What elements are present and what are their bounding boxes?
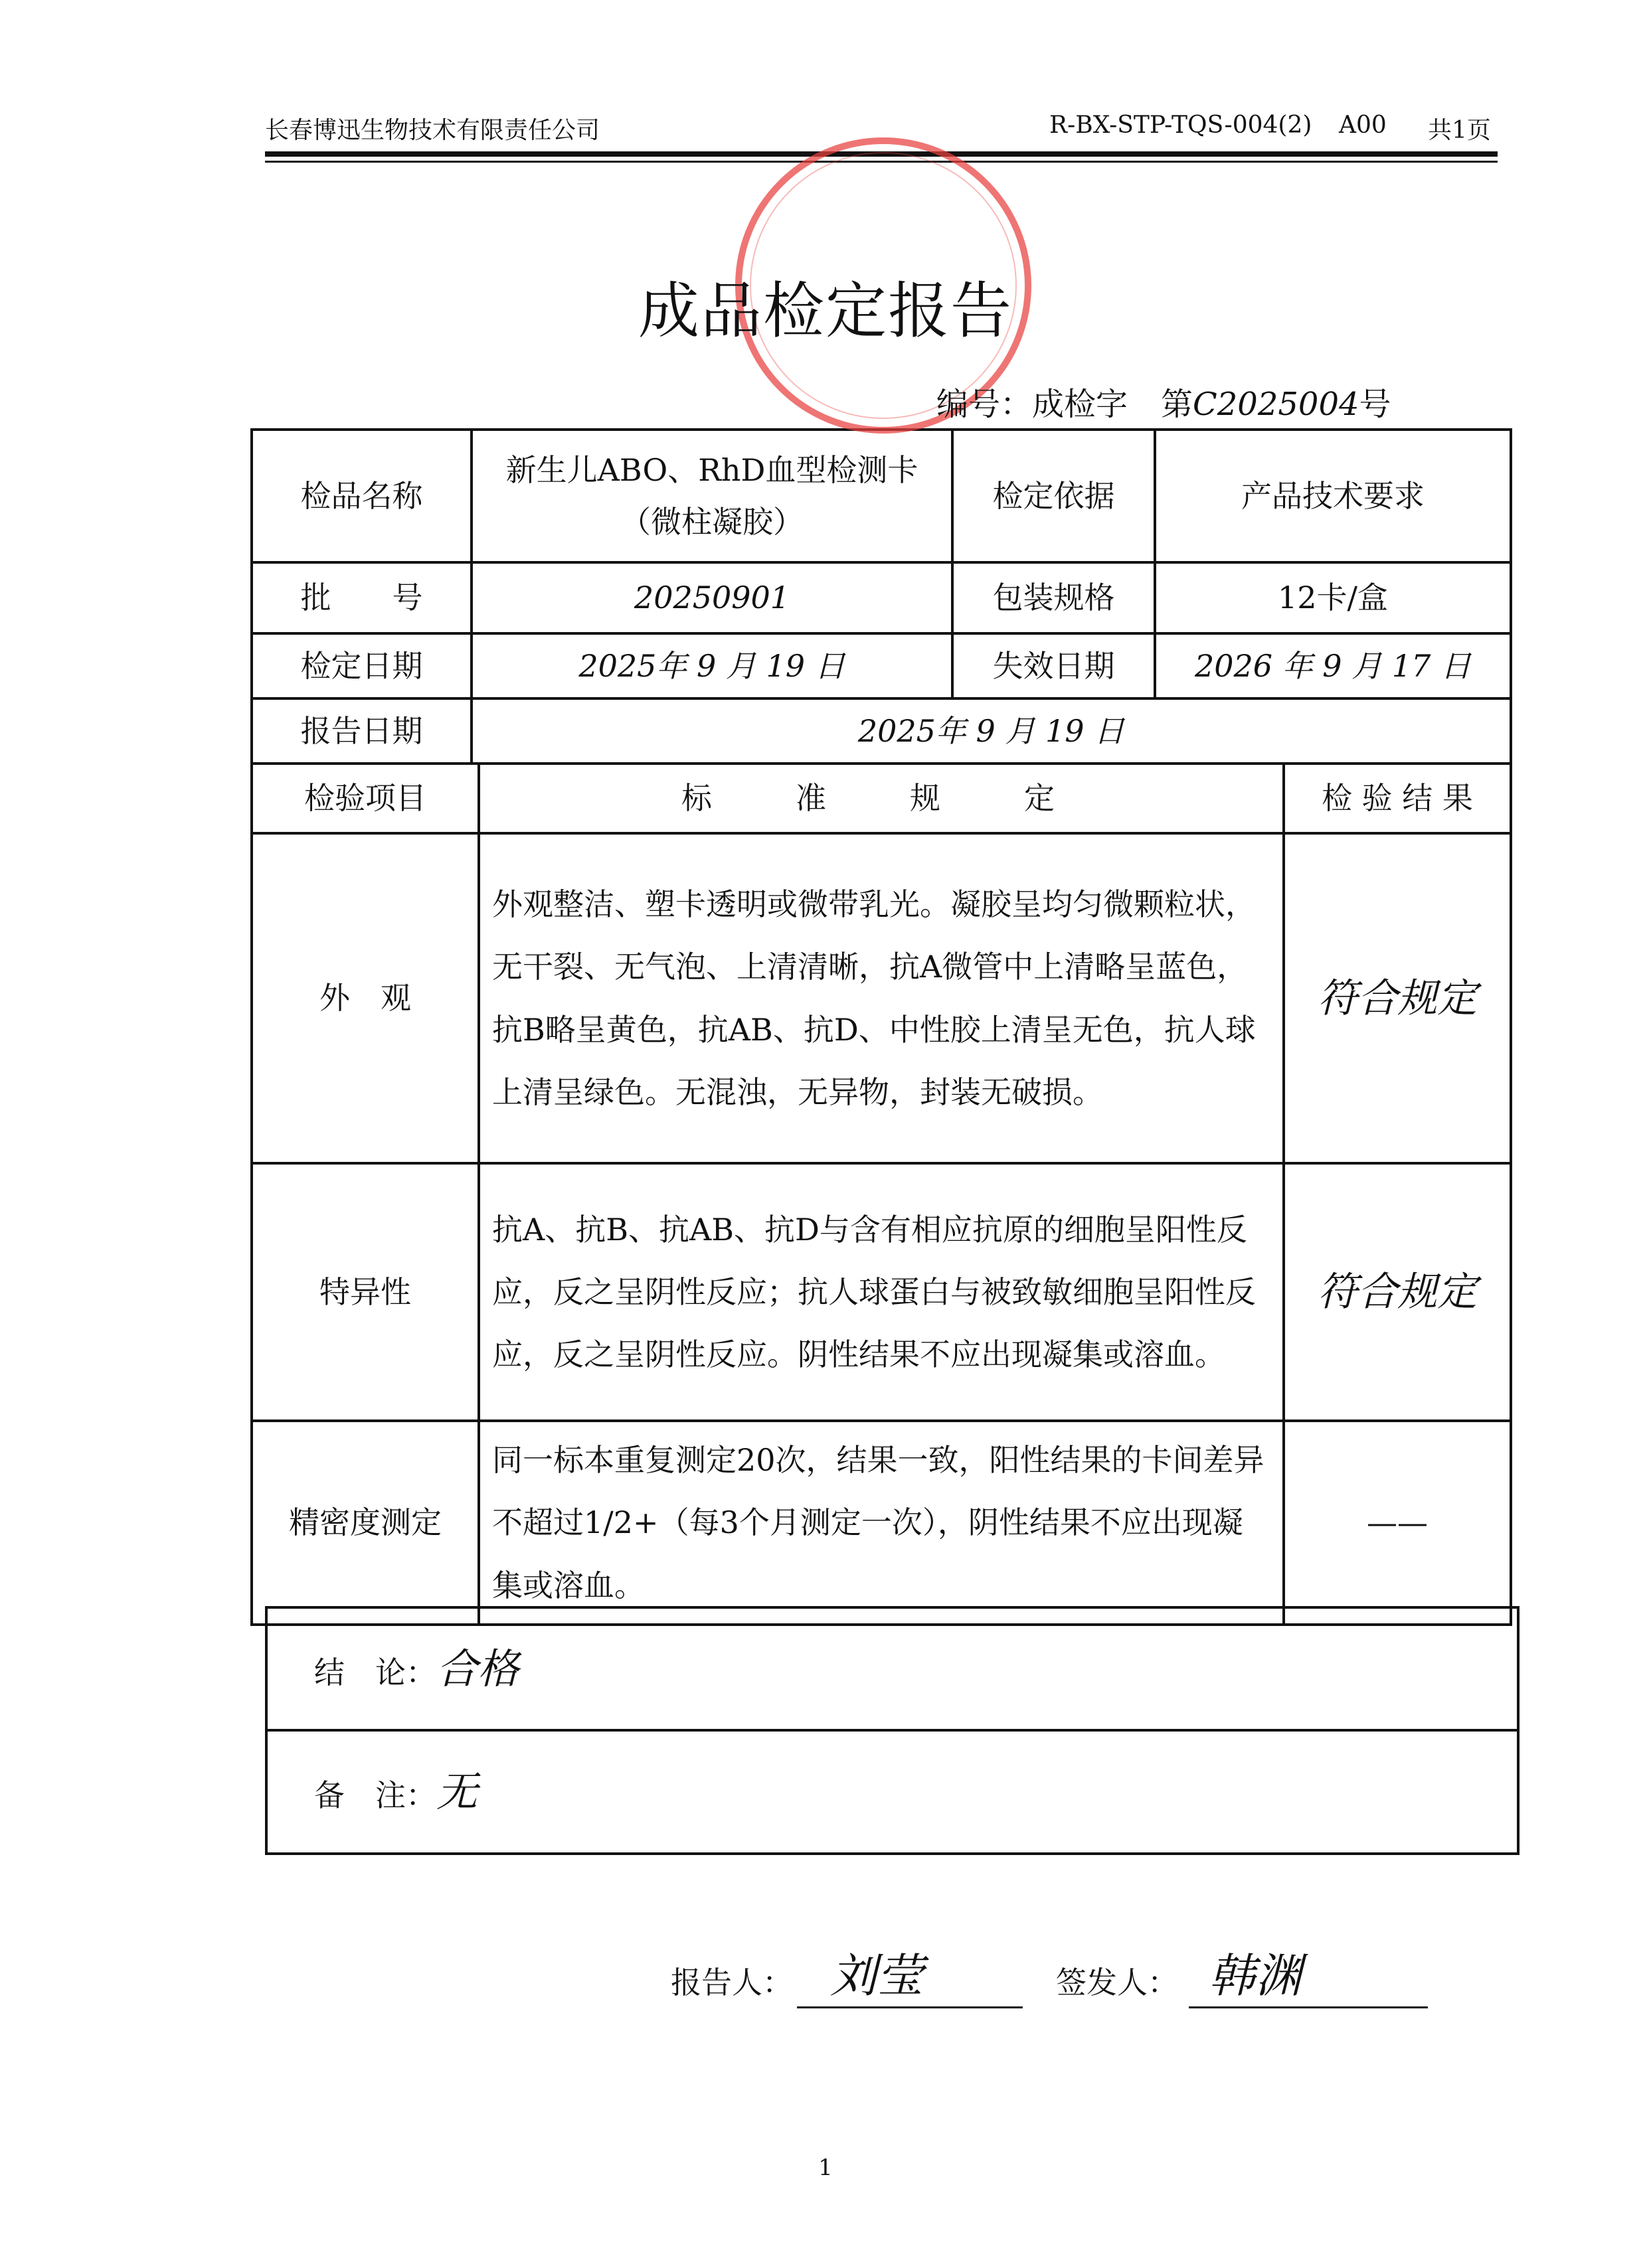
test-result: 符合规定 (1284, 833, 1511, 1163)
remarks-label: 备 注： (314, 1777, 436, 1814)
table-row (252, 833, 1511, 1163)
col-standard-header: 标 准 规 定 (479, 764, 1284, 833)
expiry-value: 2026 年 9 月 17 日 (1155, 633, 1511, 698)
test-result: —— (1284, 1421, 1511, 1625)
product-name-label: 检品名称 (252, 430, 472, 562)
report-date-label: 报告日期 (252, 698, 472, 764)
page-number: 1 (818, 2154, 833, 2181)
product-name-line1: 新生儿ABO、RhD血型检测卡 (505, 451, 918, 488)
version: A00 (1339, 112, 1387, 139)
serial-label: 编号：成检字 (936, 386, 1128, 423)
report-date-value: 2025年 9 月 19 日 (472, 698, 1511, 764)
conclusion-value: 合格 (436, 1644, 519, 1693)
test-results-table (250, 762, 1512, 1626)
product-info-table (250, 428, 1512, 765)
reporter-label: 报告人： (671, 1965, 793, 2000)
col-item-header: 检验项目 (252, 764, 479, 833)
issuer-signature: 韩渊 (1209, 1949, 1302, 2003)
product-name-line2: （微柱凝胶） (620, 504, 804, 540)
test-date-label: 检定日期 (252, 633, 472, 698)
col-result-header: 检 验 结 果 (1284, 764, 1511, 833)
test-standard: 抗A、抗B、抗AB、抗D与含有相应抗原的细胞呈阳性反应，反之呈阴性反应；抗人球蛋白与被致敏细胞呈阳性反应，反之呈阴性反应。阴性结果不应出现凝集或溶血。 (479, 1163, 1284, 1421)
test-item: 精密度测定 (252, 1421, 479, 1625)
remarks-value: 无 (436, 1767, 478, 1817)
product-name-value (472, 430, 952, 562)
basis-value: 产品技术要求 (1155, 430, 1511, 562)
company-name: 长春博迅生物技术有限责任公司 (265, 117, 600, 144)
reporter-signature: 刘莹 (830, 1949, 923, 2003)
page-count: 共1页 (1428, 117, 1491, 144)
table-row (252, 1163, 1511, 1421)
test-result: 符合规定 (1284, 1163, 1511, 1421)
conclusion-label: 结 论： (314, 1654, 436, 1690)
table-row (252, 1421, 1511, 1625)
batch-value: 20250901 (472, 562, 952, 633)
basis-label: 检定依据 (952, 430, 1155, 562)
test-item: 特异性 (252, 1163, 479, 1421)
issuer-label: 签发人： (1056, 1965, 1178, 2000)
test-standard: 同一标本重复测定20次，结果一致，阳性结果的卡间差异不超过1/2+（每3个月测定一次），阴性结果不应出现凝集或溶血。 (479, 1421, 1284, 1625)
document-code: R-BX-STP-TQS-004(2) (1049, 112, 1312, 139)
package-label: 包装规格 (952, 562, 1155, 633)
batch-label: 批 号 (252, 562, 472, 633)
conclusion-cell (266, 1607, 1518, 1730)
package-value: 12卡/盒 (1155, 562, 1511, 633)
remarks-cell (266, 1730, 1518, 1854)
expiry-label: 失效日期 (952, 633, 1155, 698)
page-title: 成品检定报告 (638, 276, 1013, 347)
conclusion-table (265, 1606, 1520, 1855)
issuer-signature-line (1189, 2006, 1428, 2008)
test-standard: 外观整洁、塑卡透明或微带乳光。凝胶呈均匀微颗粒状，无干裂、无气泡、上清清晰，抗A微管中上清略呈蓝色，抗B略呈黄色，抗AB、抗D、中性胶上清呈无色，抗人球上清呈绿色。无混浊，无异物，封装无破损。 (479, 833, 1284, 1163)
test-item: 外 观 (252, 833, 479, 1163)
serial-suffix: 号 (1359, 386, 1391, 423)
reporter-signature-line (797, 2006, 1023, 2008)
serial-value: C2025004 (1193, 386, 1359, 423)
serial-number (936, 378, 1391, 424)
serial-prefix: 第 (1161, 386, 1193, 423)
test-date-value: 2025年 9 月 19 日 (472, 633, 952, 698)
